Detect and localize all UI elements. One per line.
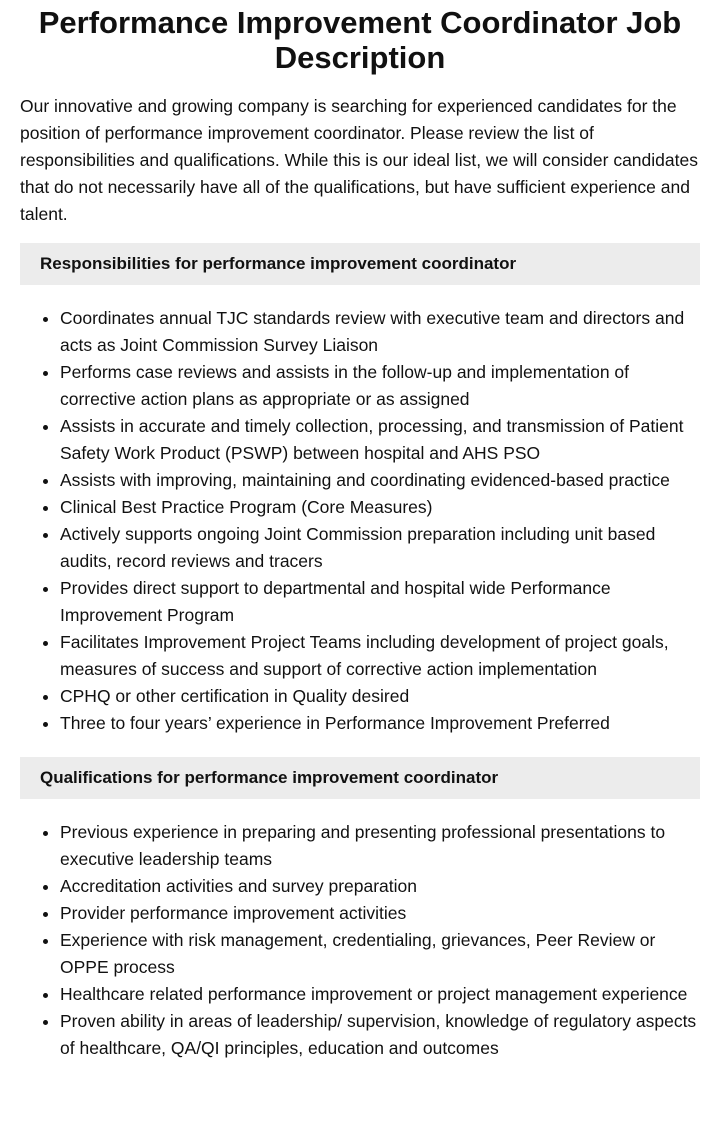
- list-item: • Previous experience in preparing and presenting professional presentations to executive leadership teams: [60, 819, 700, 873]
- responsibilities-list: [20, 305, 700, 737]
- qualifications-heading: Qualifications for performance improvement coordinator: [20, 757, 700, 799]
- list-item: • Accreditation activities and survey preparation: [60, 873, 700, 900]
- qualifications-list: [20, 819, 700, 1062]
- list-item: • Provides direct support to departmental and hospital wide Performance Improvement Program: [60, 575, 700, 629]
- list-item: • Three to four years’ experience in Performance Improvement Preferred: [60, 710, 700, 737]
- responsibilities-heading: Responsibilities for performance improvement coordinator: [20, 243, 700, 285]
- list-item: • Assists with improving, maintaining and coordinating evidenced-based practice: [60, 467, 700, 494]
- list-item: • Proven ability in areas of leadership/ supervision, knowledge of regulatory aspects of healthcare, QA/QI principles, education and outcomes: [60, 1008, 700, 1062]
- page-title: Performance Improvement Coordinator Job Description: [38, 5, 682, 75]
- intro-paragraph: Our innovative and growing company is searching for experienced candidates for the position of performance improvement coordinator. Please review the list of responsibilities and qualifications. While this is our ideal list, we will consider candidates that do not necessarily have all of the qualifications, but have sufficient experience and talent.: [20, 96, 698, 224]
- list-item: • Performs case reviews and assists in the follow-up and implementation of corrective action plans as appropriate or as assigned: [60, 359, 700, 413]
- list-item: • Facilitates Improvement Project Teams including development of project goals, measures of success and support of corrective action implementation: [60, 629, 700, 683]
- list-item: • Assists in accurate and timely collection, processing, and transmission of Patient Safety Work Product (PSWP) between hospital and AHS PSO: [60, 413, 700, 467]
- list-item: • Provider performance improvement activities: [60, 900, 700, 927]
- list-item: • Clinical Best Practice Program (Core Measures): [60, 494, 700, 521]
- list-item: • CPHQ or other certification in Quality desired: [60, 683, 700, 710]
- list-item: • Experience with risk management, credentialing, grievances, Peer Review or OPPE process: [60, 927, 700, 981]
- list-item: • Actively supports ongoing Joint Commission preparation including unit based audits, record reviews and tracers: [60, 521, 700, 575]
- list-item: • Coordinates annual TJC standards review with executive team and directors and acts as Joint Commission Survey Liaison: [60, 305, 700, 359]
- list-item: • Healthcare related performance improvement or project management experience: [60, 981, 700, 1008]
